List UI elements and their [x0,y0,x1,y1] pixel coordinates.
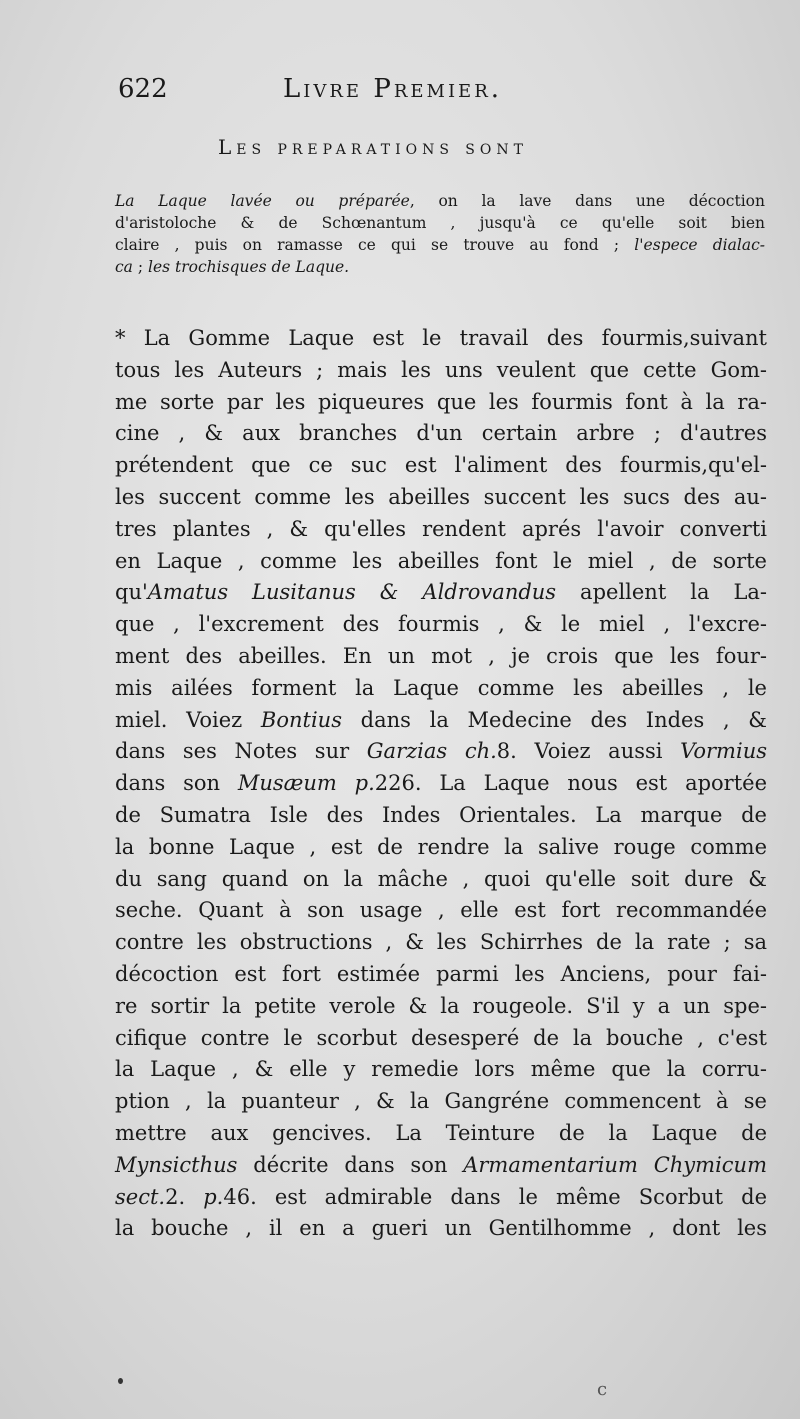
text-segment: la Laque , & elle y remedie lors même que la corru- [115,1057,767,1082]
text-line [115,355,767,387]
italic-text: Amatus Lusitanus & Aldrovandus [147,580,557,605]
text-segment: en Laque , comme les abeilles font le miel , de sorte [115,548,767,573]
text-segment: la bonne Laque , est de rendre la salive rouge comme [115,834,767,859]
italic-text: Bontius [260,707,342,732]
text-line [115,514,767,546]
note-line [115,234,765,256]
text-line [115,673,767,705]
text-segment: 226. La Laque nous est aportée [374,771,768,796]
text-segment: tres plantes , & qu'elles rendent aprés l'avoir converti [115,516,767,541]
text-segment: seche. Quant à son usage , elle est fort recommandée [115,898,767,923]
text-line [115,641,767,673]
italic-text: les trochisques de Laque. [148,258,350,276]
text-line [115,1118,767,1150]
text-segment: la bouche , il en a gueri un Gentilhomme , dont les [115,1216,767,1241]
text-line [115,546,767,578]
text-segment: miel. Voiez [115,707,261,732]
text-line [115,832,767,864]
text-line [115,387,767,419]
text-segment: qu' [115,580,148,605]
text-segment: 2. [165,1184,204,1209]
text-segment: claire , puis on ramasse ce qui se trouve au fond ; [115,236,635,254]
italic-text: Mynsicthus [115,1152,238,1177]
running-head [118,72,768,112]
italic-text: Garzias ch. [366,739,497,764]
note-line [115,212,765,234]
italic-text: Musæum p. [237,771,375,796]
text-line [115,927,767,959]
ink-dot [118,1378,123,1384]
italic-text: Armamentarium Chymicum [463,1152,767,1177]
text-line [115,705,767,737]
text-segment: apellent la La- [556,580,767,605]
section-heading: Les preparations sont [218,135,528,159]
text-segment: cine , & aux branches d'un certain arbre ; d'autres [115,421,767,446]
text-segment: décrite dans son [237,1152,464,1177]
text-line [115,1213,767,1245]
text-line [115,1054,767,1086]
text-segment: prétendent que ce suc est l'aliment des fourmis,qu'el- [115,453,767,478]
ink-mark: c [597,1379,608,1400]
text-segment: tous les Auteurs ; mais les uns veulent que cette Gom- [115,357,767,382]
text-segment: dans son [115,771,238,796]
preparations-note [115,190,765,278]
text-line [115,800,767,832]
text-line [115,323,767,355]
text-segment: dans la Medecine des Indes , & [341,707,767,732]
text-segment: mettre aux gencives. La Teinture de la Laque de [115,1120,767,1145]
text-segment: ment des abeilles. En un mot , je crois que les four- [115,643,767,668]
italic-text: l'espece dialac- [634,236,765,254]
text-segment: ; [132,258,148,276]
running-title: Livre Premier. [283,74,503,104]
text-segment: ption , la puanteur , & la Gangréne commencent à se [115,1089,767,1114]
page-number: 622 [118,74,168,104]
text-line [115,959,767,991]
italic-text: sect. [115,1184,166,1209]
text-line [115,418,767,450]
text-line [115,768,767,800]
main-text [115,323,767,1245]
text-segment: 8. Voiez aussi [496,739,681,764]
text-segment: de Sumatra Isle des Indes Orientales. La marque de [115,802,767,827]
text-line [115,1023,767,1055]
text-segment: du sang quand on la mâche , quoi qu'elle soit dure & [115,866,767,891]
text-line [115,577,767,609]
text-segment: d'aristoloche & de Schœnantum , jusqu'à ce qu'elle soit bien [115,214,765,232]
note-line [115,190,765,212]
text-segment: dans ses Notes sur [115,739,367,764]
text-line [115,895,767,927]
text-line [115,482,767,514]
italic-text: Vormius [680,739,767,764]
note-line [115,256,765,278]
text-segment: que , l'excrement des fourmis , & le miel , l'excre- [115,612,767,637]
text-line [115,991,767,1023]
text-line [115,450,767,482]
text-segment: décoction est fort estimée parmi les Anciens, pour fai- [115,961,767,986]
text-segment: mis ailées forment la Laque comme les abeilles , le [115,675,767,700]
text-line [115,1182,767,1214]
italic-text: La Laque lavée ou préparée [115,192,410,210]
text-segment: * La Gomme Laque est le travail des fourmis,suivant [115,326,767,350]
text-segment: cifique contre le scorbut desesperé de la bouche , c'est [115,1025,767,1050]
text-segment: , on la lave dans une décoction [409,192,765,210]
text-line [115,609,767,641]
italic-text: ca [115,258,133,276]
text-line [115,864,767,896]
text-line [115,736,767,768]
text-line [115,1150,767,1182]
text-segment: 46. est admirable dans le même Scorbut de [223,1184,768,1209]
text-segment: me sorte par les piqueures que les fourmis font à la ra- [115,389,767,414]
text-segment: les succent comme les abeilles succent les sucs des au- [115,484,767,509]
text-segment: contre les obstructions , & les Schirrhes de la rate ; sa [115,930,767,955]
text-segment: re sortir la petite verole & la rougeole. S'il y a un spe- [115,993,767,1018]
text-line [115,1086,767,1118]
italic-text: p. [203,1184,224,1209]
